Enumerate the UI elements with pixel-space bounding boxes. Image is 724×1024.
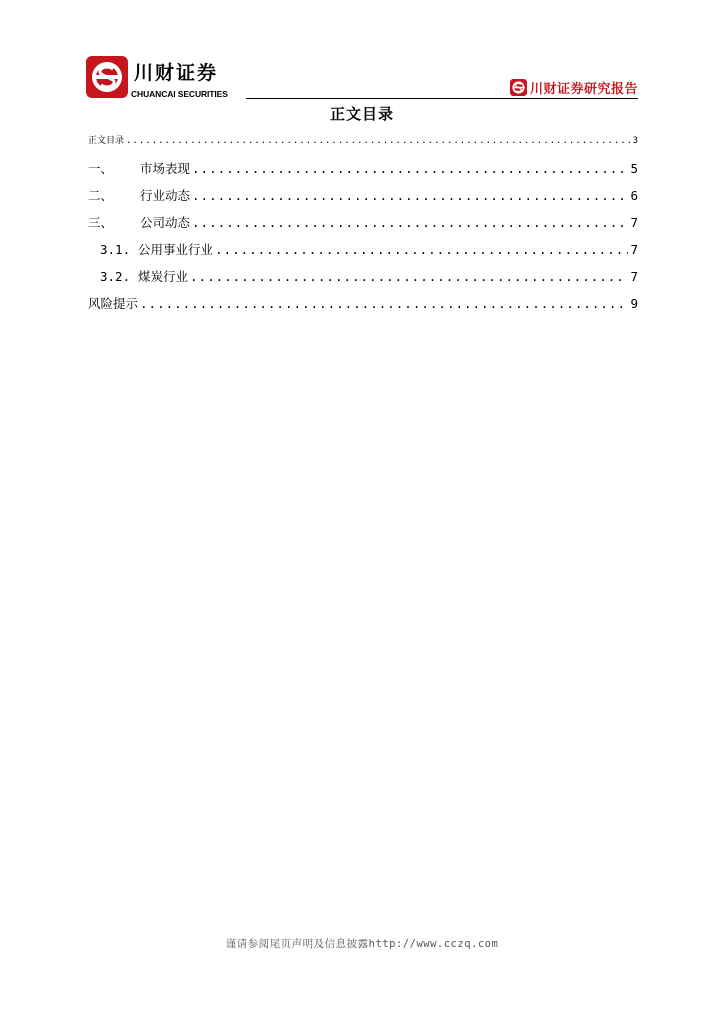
report-badge [510, 78, 638, 97]
mini-logo-icon [510, 79, 527, 96]
toc-entry-label: 公用事业行业 [138, 242, 214, 257]
toc-entry-number: 3.2. [100, 269, 131, 284]
toc-entry[interactable] [88, 267, 638, 285]
toc-entry-page: 6 [630, 188, 638, 203]
brand-name-cn: 川财证券 [134, 62, 219, 84]
toc-entry[interactable] [88, 240, 638, 258]
toc-entry-label: 正文目录 [88, 136, 125, 146]
toc-entry[interactable] [88, 159, 638, 177]
page-title: 正文目录 [329, 105, 394, 123]
toc-leader [190, 269, 628, 284]
toc-entry-label: 行业动态 [140, 188, 191, 203]
toc-entry-number: 一、 [88, 161, 114, 176]
toc-entry-number: 二、 [88, 188, 114, 203]
toc-entry-number: 3.1. [100, 242, 131, 257]
toc-entry[interactable] [88, 294, 638, 312]
footer-disclaimer: 谨请参阅尾页声明及信息披露http://www.cczq.com [225, 938, 499, 950]
report-label: 川财证券研究报告 [529, 82, 638, 97]
toc-leader [140, 296, 628, 311]
toc-entry-page: 3 [632, 136, 638, 146]
toc-leader [192, 215, 628, 230]
toc-entry-label: 公司动态 [140, 215, 191, 230]
toc-leader [215, 242, 628, 257]
header-divider [246, 98, 638, 99]
toc-entry[interactable] [88, 186, 638, 204]
toc-entry-page: 5 [630, 161, 638, 176]
company-logo [86, 56, 128, 98]
toc-entry[interactable] [88, 133, 638, 146]
toc-entry-page: 9 [630, 296, 638, 311]
toc-leader [192, 161, 628, 176]
toc-entry-page: 7 [630, 269, 638, 284]
toc-entry-number: 三、 [88, 215, 114, 230]
toc-entry-label: 风险提示 [88, 296, 139, 311]
toc-entry-page: 7 [630, 242, 638, 257]
toc-leader [126, 136, 631, 146]
toc-entry[interactable] [88, 213, 638, 231]
toc-entry-page: 7 [630, 215, 638, 230]
toc-entry-label: 市场表现 [140, 161, 191, 176]
brand-name-en: CHUANCAI SECURITIES [131, 89, 228, 99]
toc-entry-label: 煤炭行业 [138, 269, 189, 284]
toc-leader [192, 188, 628, 203]
